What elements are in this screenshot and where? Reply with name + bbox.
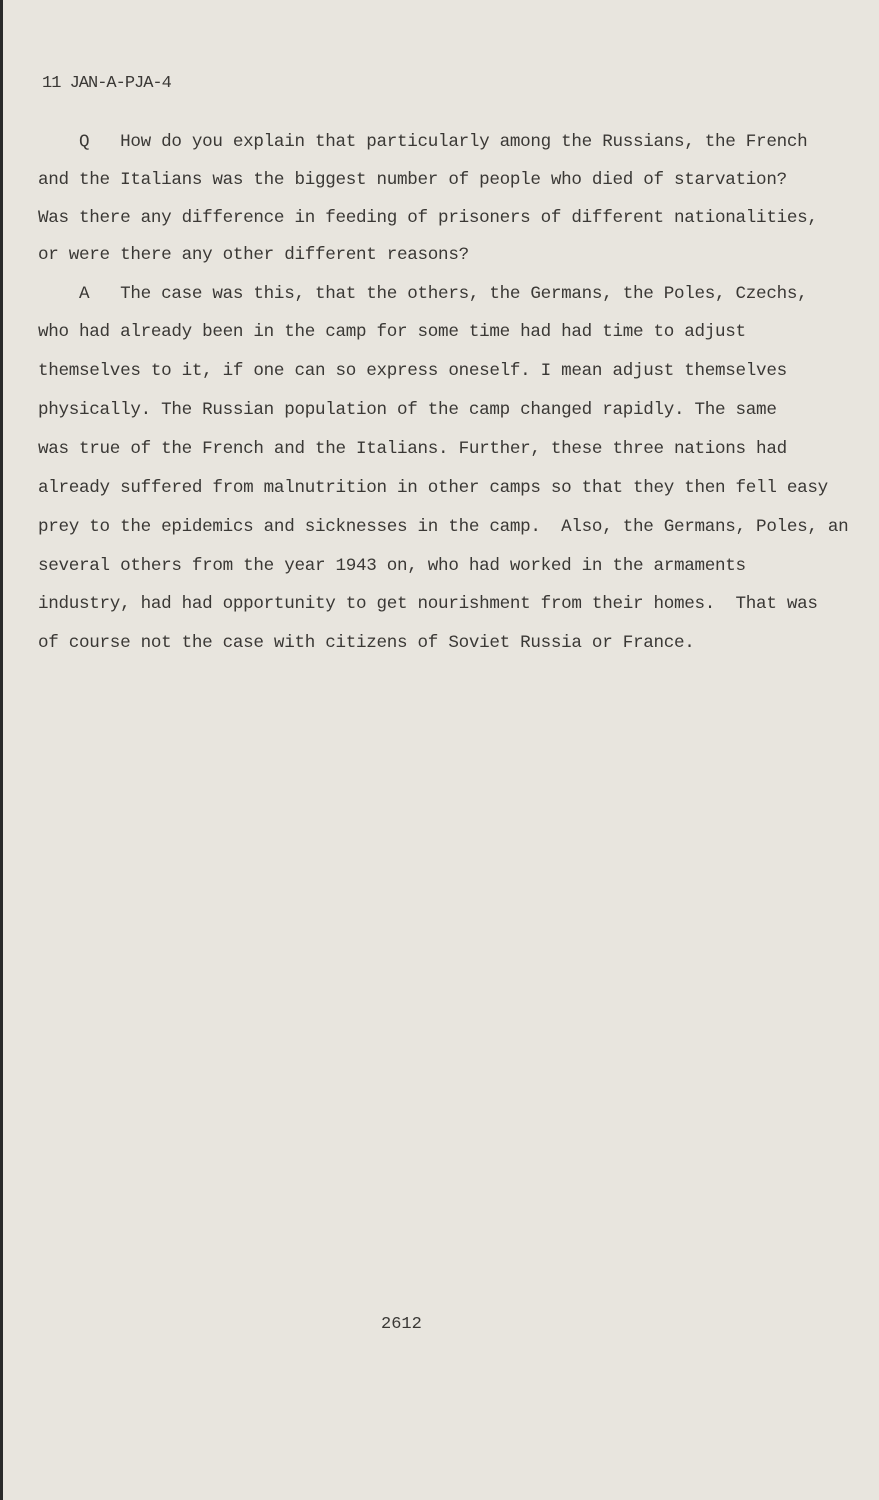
text-line: Was there any difference in feeding of prisoners of different nationalities, bbox=[38, 208, 818, 228]
text-line: prey to the epidemics and sicknesses in the camp. Also, the Germans, Poles, an bbox=[38, 517, 849, 537]
text-line: physically. The Russian population of the camp changed rapidly. The same bbox=[38, 400, 777, 420]
text-line: or were there any other different reasons? bbox=[38, 245, 469, 265]
text-line: several others from the year 1943 on, who had worked in the armaments bbox=[38, 556, 746, 576]
text-line: was true of the French and the Italians. Further, these three nations had bbox=[38, 439, 787, 459]
text-line: themselves to it, if one can so express oneself. I mean adjust themselves bbox=[38, 361, 787, 381]
page-number: 2612 bbox=[381, 1315, 422, 1334]
text-line: who had already been in the camp for some time had had time to adjust bbox=[38, 322, 746, 342]
text-line: and the Italians was the biggest number of people who died of starvation? bbox=[38, 170, 787, 190]
document-reference: 11 JAN-A-PJA-4 bbox=[42, 74, 171, 93]
text-line: industry, had had opportunity to get nourishment from their homes. That was bbox=[38, 594, 818, 614]
text-line: already suffered from malnutrition in other camps so that they then fell easy bbox=[38, 478, 828, 498]
text-line: A The case was this, that the others, the Germans, the Poles, Czechs, bbox=[38, 284, 808, 304]
text-line: of course not the case with citizens of Soviet Russia or France. bbox=[38, 633, 695, 653]
scan-edge bbox=[0, 0, 3, 1500]
text-line: Q How do you explain that particularly among the Russians, the French bbox=[38, 132, 808, 152]
